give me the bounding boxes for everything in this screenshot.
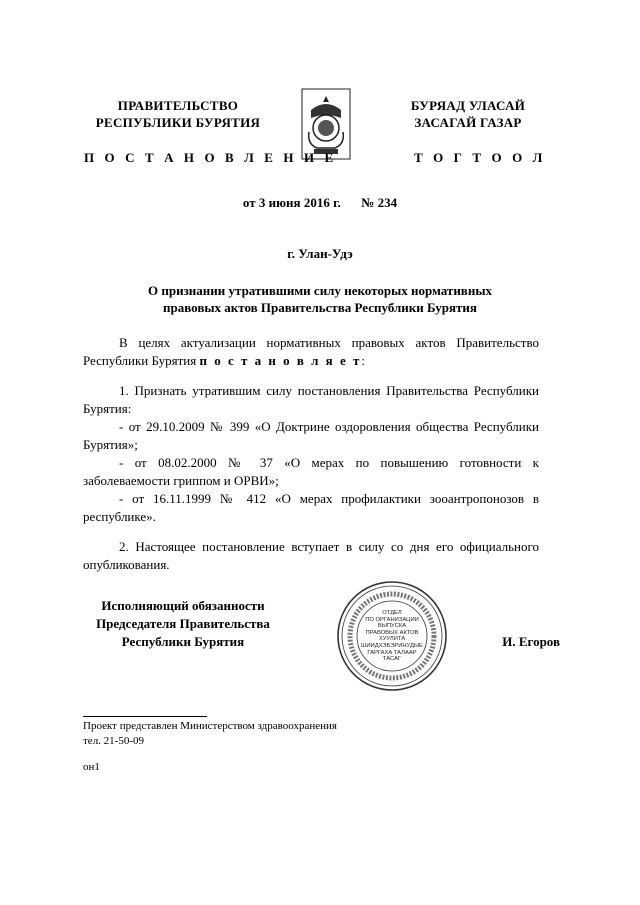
item-2: 2. Настоящее постановление вступает в силу со дня его официального опубликования. bbox=[83, 539, 539, 572]
signatory-name: И. Егоров bbox=[502, 634, 560, 649]
footer-note: Проект представлен Министерством здравоохранения bbox=[83, 720, 337, 732]
header-left-line2: РЕСПУБЛИКИ БУРЯТИЯ bbox=[95, 115, 261, 130]
decree-number: № 234 bbox=[361, 195, 398, 210]
preamble-text: В целях актуализации нормативных правовых актов Правительство Республики Бурятия bbox=[83, 335, 539, 368]
signatory-line1: Исполняющий обязанности bbox=[101, 598, 265, 613]
item-1-sub-3: - от 16.11.1999 № 412 «О мерах профилактики зооантропонозов в республике». bbox=[83, 491, 539, 524]
decree-title bbox=[0, 282, 640, 316]
signatory-title bbox=[78, 597, 288, 651]
decree-title-line2: правовых актов Правительства Республики Бурятия bbox=[163, 300, 477, 315]
preamble bbox=[83, 334, 539, 370]
item-1-sub-1: - от 29.10.2009 № 399 «О Доктрине оздоровления общества Республики Бурятия»; bbox=[83, 419, 539, 452]
header-right-line1: БУРЯАД УЛАСАЙ bbox=[410, 98, 526, 113]
decree-title-line1: О признании утратившими силу некоторых нормативных bbox=[148, 283, 492, 298]
footer-code: он1 bbox=[83, 761, 100, 773]
preamble-decrees: п о с т а н о в л я е т bbox=[199, 353, 362, 368]
header-left-line1: ПРАВИТЕЛЬСТВО bbox=[117, 98, 239, 113]
preamble-colon: : bbox=[361, 353, 365, 368]
doc-type-buryat: Т О Г Т О О Л bbox=[414, 150, 546, 165]
header-left bbox=[88, 97, 268, 131]
decree-date: от 3 июня 2016 г. bbox=[242, 195, 341, 210]
header-right-line2: ЗАСАГАЙ ГАЗАР bbox=[414, 115, 522, 130]
signatory-line3: Республики Бурятия bbox=[121, 634, 245, 649]
decree-date-number bbox=[0, 195, 640, 211]
doc-type-russian: П О С Т А Н О В Л Е Н И Е bbox=[84, 150, 337, 165]
signatory-line2: Председателя Правительства bbox=[96, 616, 270, 631]
item-1: 1. Признать утратившим силу постановления Правительства Республики Бурятия: bbox=[83, 383, 539, 416]
header-right bbox=[388, 97, 548, 131]
decree-city: г. Улан-Удэ bbox=[287, 246, 353, 261]
official-stamp bbox=[336, 580, 448, 692]
stamp-text: ОТДЕЛ ПО ОРГАНИЗАЦИИ ВЫПУСКА ПРАВОВЫХ АКТОВ ХУУЛИТА ШИИДХЭБЭРИНУДЫЕ ГАРГАХА ТАЛААР ТАСАГ bbox=[361, 610, 423, 663]
item-1-sub-2: - от 08.02.2000 № 37 «О мерах по повышению готовности к заболеваемости гриппом и ОРВИ»; bbox=[83, 455, 539, 488]
footer-phone: тел. 21-50-09 bbox=[83, 735, 145, 747]
footer-divider bbox=[83, 716, 207, 717]
